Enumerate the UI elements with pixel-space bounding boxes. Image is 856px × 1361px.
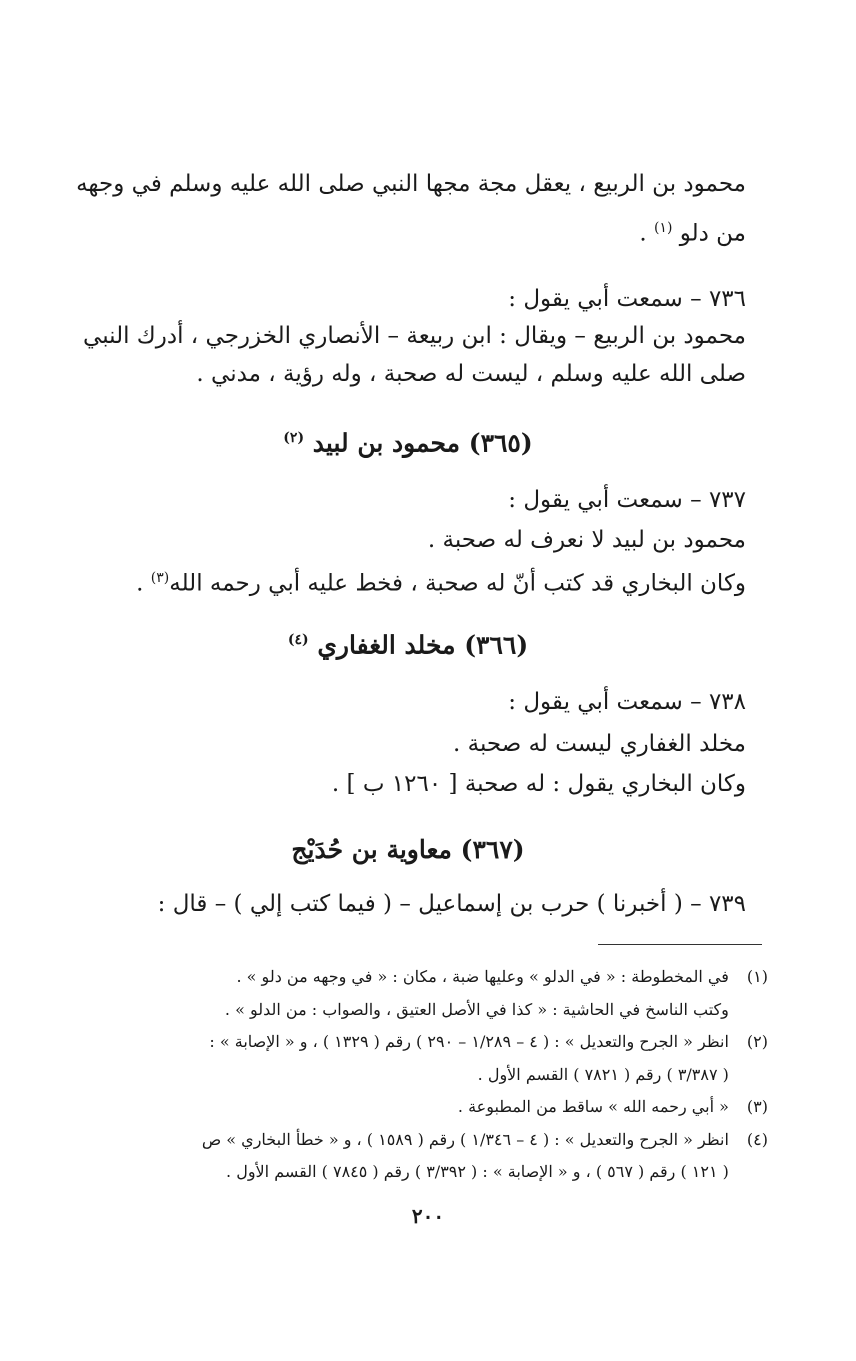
text-fragment: من دلو: [679, 220, 746, 247]
footnote-number: (٢): [746, 1032, 768, 1051]
entry-heading: ٧٣٧ – سمعت أبي يقول :: [508, 487, 746, 513]
text-line: [96, 562, 746, 600]
text-line: محمود بن الربيع ، يعقل مجة مجها النبي صلى الله عليه وسلم في وجهه: [76, 171, 746, 197]
entry-heading: ٧٣٩ – ( أخبرنا ) حرب بن إسماعيل – ( فيما كتب إلي ) – قال :: [157, 891, 746, 917]
text-line: وكان البخاري يقول : له صحبة [ ١٢٦٠ ب ] .: [331, 771, 746, 797]
footnote: [78, 1027, 768, 1057]
text-fragment: .: [136, 570, 151, 597]
text-line: مخلد الغفاري ليست له صحبة .: [452, 731, 746, 757]
text-fragment: وكان البخاري قد كتب أنّ له صحبة ، فخط عليه أبي رحمه الله: [169, 570, 746, 597]
section-heading: [0, 622, 856, 663]
page-number: ٢٠٠: [411, 1204, 445, 1228]
entry-heading: ٧٣٦ – سمعت أبي يقول :: [508, 286, 746, 312]
footnote-text: ( ١٢١ ) رقم ( ٥٦٧ ) ، و « الإصابة » : ( ٣/٣٩٢ ) رقم ( ٧٨٤٥ ) القسم الأول .: [226, 1162, 729, 1181]
footnote-text: ( ٣/٣٨٧ ) رقم ( ٧٨٢١ ) القسم الأول .: [477, 1065, 729, 1084]
footnote-divider: [598, 944, 762, 945]
footnote: [78, 1092, 768, 1122]
footnote: [78, 1125, 768, 1155]
footnote-continuation: [78, 995, 768, 1025]
section-heading: [0, 420, 856, 461]
section-heading: (٣٦٧) معاوية بن حُدَيْج: [291, 835, 525, 864]
footnote-ref: (٤): [287, 632, 309, 648]
footnote-number: (٣): [746, 1097, 768, 1116]
footnote-continuation: [78, 1157, 768, 1187]
entry-heading: ٧٣٨ – سمعت أبي يقول :: [508, 689, 746, 715]
section-title: (٣٦٦) مخلد الغفاري: [317, 630, 529, 660]
footnote-text: وكتب الناسخ في الحاشية : « كذا في الأصل العتيق ، والصواب : من الدلو » .: [224, 1000, 729, 1019]
footnote-continuation: [78, 1060, 768, 1090]
text-line: صلى الله عليه وسلم ، ليست له صحبة ، وله رؤية ، مدني .: [196, 361, 746, 387]
text-fragment: .: [639, 220, 654, 247]
footnote-number: (١): [746, 967, 768, 986]
footnote-text: « أبي رحمه الله » ساقط من المطبوعة .: [457, 1097, 729, 1116]
text-line: محمود بن لبيد لا نعرف له صحبة .: [427, 527, 746, 553]
footnote-number: (٤): [746, 1130, 768, 1149]
text-line: محمود بن الربيع – ويقال : ابن ربيعة – الأنصاري الخزرجي ، أدرك النبي: [83, 323, 746, 349]
section-title: (٣٦٥) محمود بن لبيد: [312, 428, 533, 458]
footnote-ref: (١): [653, 220, 673, 236]
footnote-ref: (٢): [283, 430, 305, 446]
text-line: [96, 212, 746, 250]
footnote-text: انظر « الجرح والتعديل » : ( ٤ – ١/٢٨٩ – ٢٩٠ ) رقم ( ١٣٢٩ ) ، و « الإصابة » :: [209, 1032, 729, 1051]
footnote-text: في المخطوطة : « في الدلو » وعليها ضبة ، مكان : « في وجهه من دلو » .: [236, 967, 729, 986]
footnote: [78, 962, 768, 992]
footnote-text: انظر « الجرح والتعديل » : ( ٤ – ١/٣٤٦ ) رقم ( ١٥٨٩ ) ، و « خطأ البخاري » ص: [201, 1130, 729, 1149]
footnote-ref: (٣): [150, 570, 170, 586]
